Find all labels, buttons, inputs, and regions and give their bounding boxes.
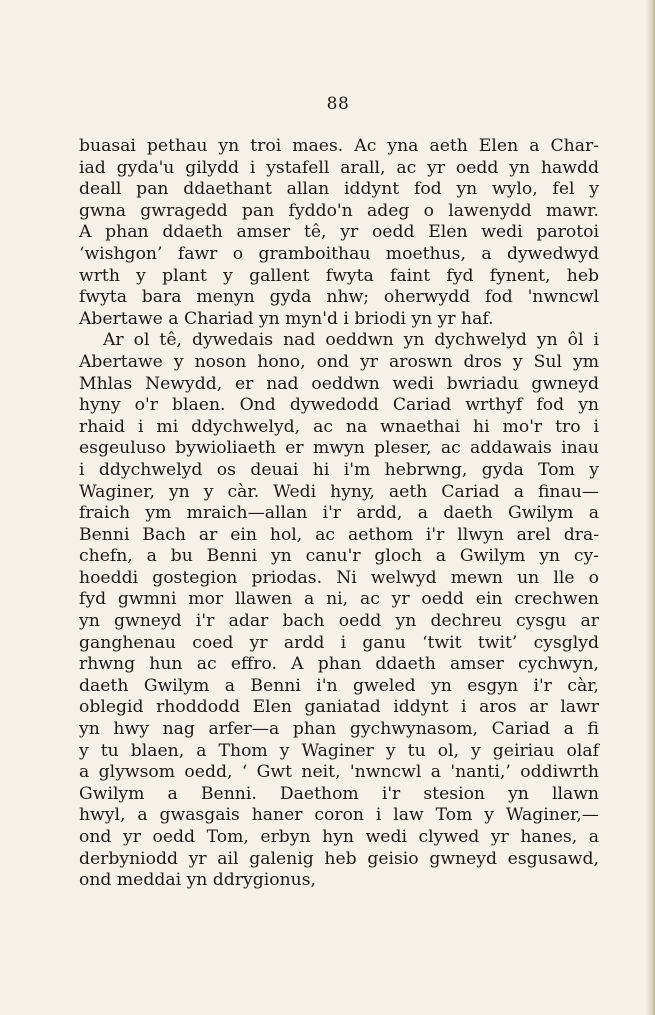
text-line: a glywsom oedd, ‘ Gwt neit, 'nwncwl a 'nanti,’ oddiwrth [79,762,599,783]
text-line: Benni Bach ar ein hol, ac aethom i'r llwyn arel dra- [79,524,599,545]
text-line: Abertawe y noson hono, ond yr aroswn dros y Sul ym [79,351,599,372]
text-line: oblegid rhoddodd Elen ganiatad iddynt i aros ar lawr [79,697,599,718]
body-text [79,136,599,892]
text-line: ganghenau coed yr ardd i ganu ‘twit twit’ cysglyd [79,632,599,653]
text-line: yn gwneyd i'r adar bach oedd yn dechreu cysgu ar [79,611,599,632]
text-line: Mhlas Newydd, er nad oeddwn wedi bwriadu gwneyd [79,373,599,394]
text-line: i ddychwelyd os deuai hi i'm hebrwng, gyda Tom y [79,459,599,480]
text-line: iad gyda'u gilydd i ystafell arall, ac yr oedd yn hawdd [79,157,599,178]
text-line: daeth Gwilym a Benni i'n gweled yn esgyn i'r càr, [79,675,599,696]
text-line: y tu blaen, a Thom y Waginer y tu ol, y geiriau olaf [79,740,599,761]
text-line: hwyl, a gwasgais haner coron i law Tom y Waginer,— [79,805,599,826]
text-line: wrth y plant y gallent fwyta faint fyd fynent, heb [79,265,599,286]
text-line: gwna gwragedd pan fyddo'n adeg o lawenydd mawr. [79,200,599,221]
text-line: fraich ym mraich—allan i'r ardd, a daeth Gwilym a [79,503,599,524]
text-line: ond yr oedd Tom, erbyn hyn wedi clywed yr hanes, a [79,827,599,847]
text-line: derbyniodd yr ail galenig heb geisio gwneyd esgusawd, [79,848,599,869]
page-edge-shadow [645,0,655,1015]
text-line: ‘wishgon’ fawr o gramboithau moethus, a dywedwyd [79,243,599,264]
text-line: fyd gwmni mor llawen a ni, ac yr oedd ein crechwen [79,589,599,610]
text-line: deall pan ddaethant allan iddynt fod yn wylo, fel y [79,179,599,200]
text-line: hoeddi gostegion priodas. Ni welwyd mewn un lle o [79,567,599,588]
text-line: Abertawe a Chariad yn myn'd i briodi yn yr haf. [79,308,494,329]
text-line: Ar ol tê, dywedais nad oeddwn yn dychwelyd yn ôl i [103,330,599,351]
text-line: Gwilym a Benni. Daethom i'r stesion yn llawn [79,783,599,804]
text-line: rhwng hun ac effro. A phan ddaeth amser cychwyn, [79,654,599,675]
text-line: hyny o'r blaen. Ond dywedodd Cariad wrthyf fod yn [79,395,599,416]
text-line: chefn, a bu Benni yn canu'r gloch a Gwilym yn cy- [79,546,599,567]
text-line: Waginer, yn y càr. Wedi hyny, aeth Cariad a finau— [79,481,599,502]
text-line: fwyta bara menyn gyda nhw; oherwydd fod 'nwncwl [79,287,599,308]
page-number: 88 [326,94,350,114]
text-line: rhaid i mi ddychwelyd, ac na wnaethai hi mo'r tro i [79,416,599,437]
text-line: buasai pethau yn troi maes. Ac yna aeth Elen a Char- [79,136,599,156]
text-line: esgeuluso bywioliaeth er mwyn pleser, ac addawais inau [79,438,599,459]
text-line: ond meddai yn ddrygionus, [79,870,317,891]
text-line: A phan ddaeth amser tê, yr oedd Elen wedi parotoi [79,222,599,243]
text-line: yn hwy nag arfer—a phan gychwynasom, Cariad a fi [79,719,599,740]
